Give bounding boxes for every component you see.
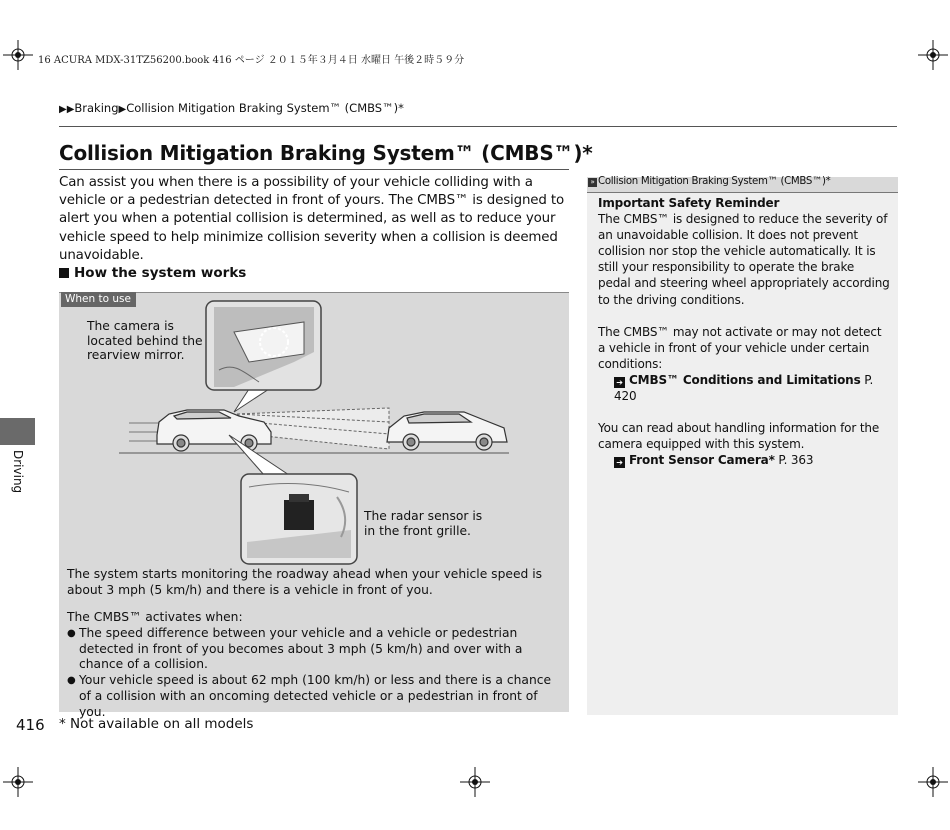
sidebar-header-text: Collision Mitigation Braking System™ (CMBS™)* — [598, 176, 831, 187]
activates-intro: The CMBS™ activates when: — [67, 610, 243, 624]
header-divider — [59, 126, 897, 127]
safety-reminder-title: Important Safety Reminder — [598, 196, 780, 210]
front-vehicle — [387, 412, 507, 450]
breadcrumb-braking[interactable]: Braking — [74, 101, 119, 115]
handling-text: You can read about handling information for the camera equipped with this system. — [598, 421, 880, 452]
page-title: Collision Mitigation Braking System™ (CMBS™)* — [59, 141, 593, 165]
print-info: 16 ACURA MDX-31TZ56200.book 416 ページ ２０１５年３月４日 水曜日 午後２時５９分 — [38, 55, 465, 66]
page-number: 416 — [16, 716, 45, 734]
link-arrow-icon: ➔ — [614, 457, 625, 468]
activation-block — [67, 610, 562, 721]
breadcrumb-arrows: ▶▶ — [59, 104, 75, 115]
activation-condition-item: ● The speed difference between your vehicle and a vehicle or pedestrian detected in front of you becomes about 3 mph (5 km/h) and over with a chance of a collision. — [67, 626, 562, 673]
title-divider — [59, 169, 569, 170]
registration-mark — [460, 767, 490, 797]
breadcrumb-separator: ▶ — [118, 104, 127, 115]
radar-closeup — [241, 474, 357, 564]
monitoring-paragraph: The system starts monitoring the roadway ahead when your vehicle speed is about 3 mph (5 km/h) and there is a vehicle in front of you. — [67, 567, 543, 597]
conditions-reference-label[interactable]: CMBS™ Conditions and Limitations — [629, 372, 861, 387]
chapter-tab-label: Driving — [11, 450, 25, 494]
registration-mark — [918, 767, 948, 797]
conditions-reference-page[interactable]: P. 420 — [614, 372, 874, 404]
footnote: * Not available on all models — [59, 716, 254, 732]
reference-icon: » — [588, 178, 597, 187]
when-to-use-tag: When to use — [61, 292, 136, 307]
registration-mark — [918, 40, 948, 70]
camera-caption: The camera is located behind the rearview mirror. — [87, 319, 203, 363]
may-not-activate-text: The CMBS™ may not activate or may not detect a vehicle in front of your vehicle under certain conditions: — [598, 324, 882, 371]
breadcrumb-cmbs[interactable]: Collision Mitigation Braking System™ (CMBS™)* — [126, 101, 404, 115]
radar-caption: The radar sensor is in the front grille. — [364, 509, 483, 538]
square-bullet-icon — [59, 268, 69, 278]
sidebar-body — [598, 195, 890, 468]
camera-closeup — [206, 301, 321, 390]
sidebar-header — [588, 176, 830, 187]
activation-condition-item: ● Your vehicle speed is about 62 mph (100 km/h) or less and there is a chance of a collision with an oncoming detected vehicle or a pedestrian in front of you. — [67, 673, 562, 720]
registration-mark — [3, 40, 33, 70]
camera-reference-link[interactable] — [598, 452, 890, 468]
safety-reminder-text: The CMBS™ is designed to reduce the severity of an unavoidable collision. It does not prevent collision nor stop the vehicle automatically. It is still your responsibility to operate the brake pedal and steering wheel appropriately according to the driving conditions. — [598, 212, 890, 307]
section-heading — [59, 265, 246, 281]
intro-paragraph: Can assist you when there is a possibility of your vehicle colliding with a vehicle or a pedestrian detected in front of yours. The CMBS™ is designed to alert you when a potential collision is determined, as well as to reduce your vehicle speed to help minimize collision severity when a collision is deemed unavoidable. — [59, 175, 564, 263]
conditions-reference-link[interactable] — [598, 372, 890, 404]
chapter-tab — [0, 418, 35, 445]
registration-mark — [3, 767, 33, 797]
link-arrow-icon: ➔ — [614, 377, 625, 388]
camera-reference-page[interactable]: P. 363 — [778, 453, 814, 468]
breadcrumb — [59, 101, 404, 115]
camera-reference-label[interactable]: Front Sensor Camera* — [629, 453, 775, 468]
section-heading-text: How the system works — [74, 265, 247, 281]
